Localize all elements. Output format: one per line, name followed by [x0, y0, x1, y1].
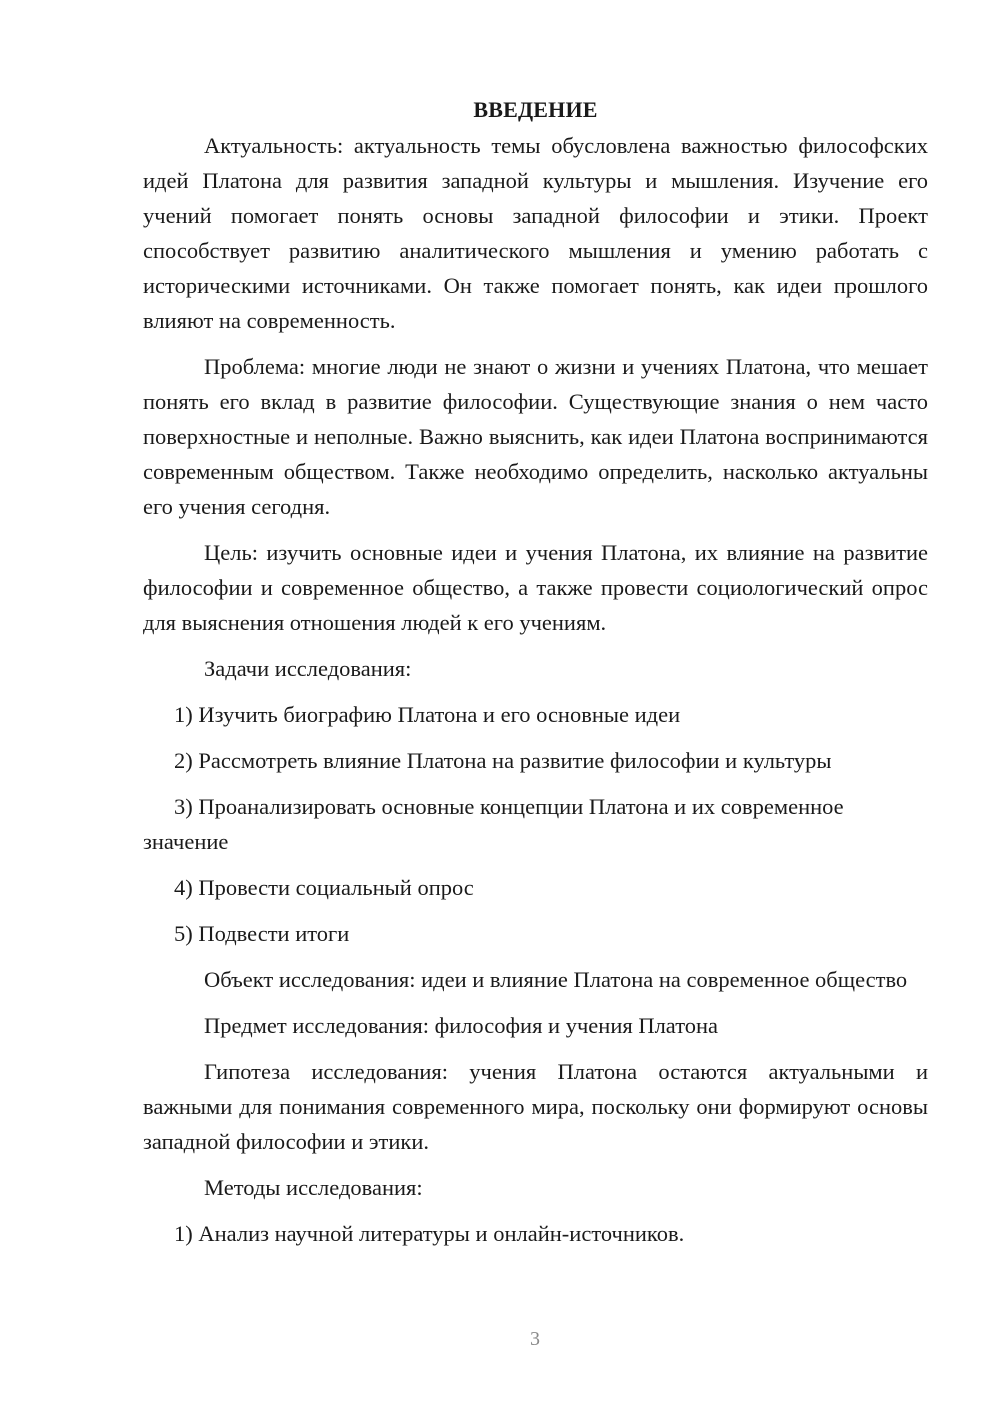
page-title: ВВЕДЕНИЕ — [473, 97, 598, 122]
task-item: 4) Провести социальный опрос — [174, 875, 474, 900]
task-item: 3) Проанализировать основные концепции Платона и их современное значение — [143, 794, 844, 854]
page-content — [143, 92, 928, 1262]
task-item: 5) Подвести итоги — [174, 921, 350, 946]
hypothesis-paragraph: Гипотеза исследования: учения Платона остаются актуальными и важными для понимания современного мира, поскольку они формируют основы западной философии и этики. — [143, 1059, 928, 1154]
goal-paragraph: Цель: изучить основные идеи и учения Платона, их влияние на развитие философии и современное общество, а также провести социологический опрос для выяснения отношения людей к его учениям. — [143, 540, 928, 635]
methods-heading: Методы исследования: — [204, 1175, 423, 1200]
tasks-heading: Задачи исследования: — [204, 656, 412, 681]
task-item: 2) Рассмотреть влияние Платона на развитие философии и культуры — [174, 748, 832, 773]
method-item: 1) Анализ научной литературы и онлайн-источников. — [174, 1221, 685, 1246]
problem-paragraph: Проблема: многие люди не знают о жизни и учениях Платона, что мешает понять его вклад в развитие философии. Существующие знания о нем часто поверхностные и неполные. Важно выяснить, как идеи Платона воспринимаются современным обществом. Также необходимо определить, насколько актуальны его учения сегодня. — [143, 354, 928, 519]
task-item: 1) Изучить биографию Платона и его основные идеи — [174, 702, 681, 727]
page-number: 3 — [530, 1328, 540, 1350]
object-paragraph: Объект исследования: идеи и влияние Платона на современное общество — [204, 967, 908, 992]
relevance-paragraph: Актуальность: актуальность темы обусловлена важностью философских идей Платона для развития западной культуры и мышления. Изучение его учений помогает понять основы западной философии и этики. Проект способствует развитию аналитического мышления и умению работать с историческими источниками. Он также помогает понять, как идеи прошлого влияют на современность. — [143, 133, 928, 333]
subject-paragraph: Предмет исследования: философия и учения Платона — [204, 1013, 719, 1038]
